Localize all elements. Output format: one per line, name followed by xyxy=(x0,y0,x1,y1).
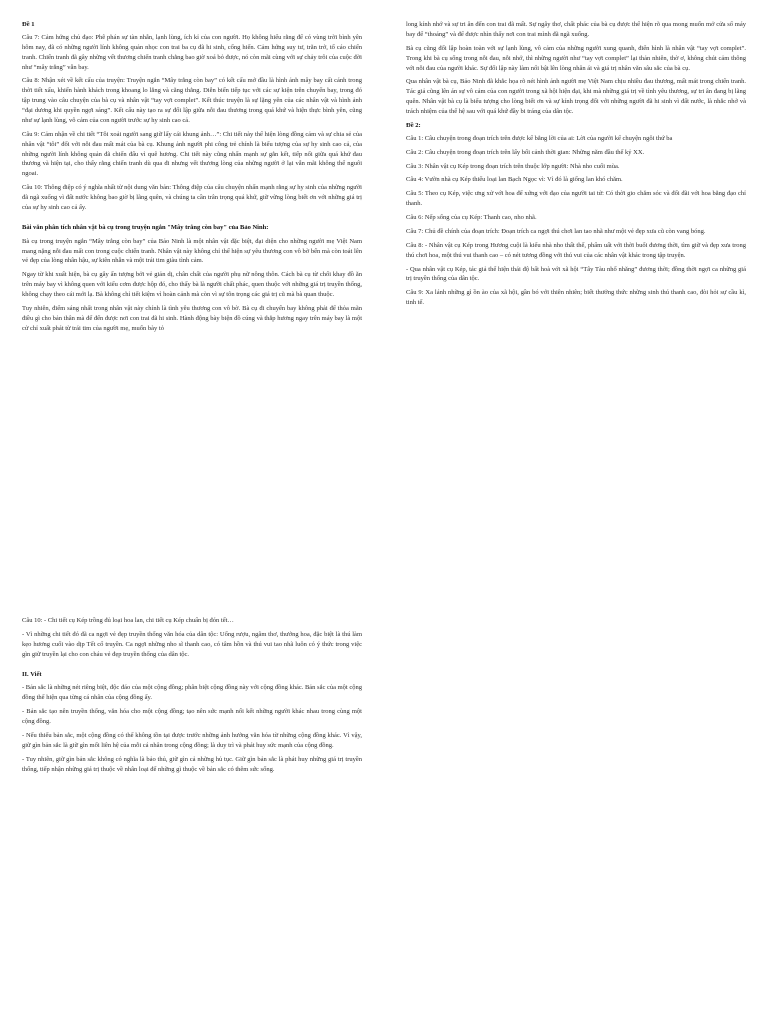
answer-paragraph: - Qua nhân vật cụ Kép, tác giả thể hiện thái độ bất hoà với xã hội “Tây Tàu nhố nhăng” đương thời; đồng thời ngợi ca những giá trị truyền thống của dân tộc. xyxy=(406,265,746,283)
answer-paragraph: Câu 5: Theo cụ Kép, việc ưng xử với hoa để xứng với đạo của người tai tử: Có thời gio chăm sóc và đối đãi với hoa bằng đạo chỉ thanh. xyxy=(406,190,746,208)
right-column xyxy=(406,20,746,312)
answer-paragraph: Câu 1: Câu chuyện trong đoạn trích trên được kể bằng lời của ai: Lời của người kể chuyện ngôi thứ ba xyxy=(406,134,673,142)
essay-paragraph: Bà cụ trong truyện ngắn “Mây trắng còn bay” của Bảo Ninh là một nhân vật đặc biệt, đại diện cho những người mẹ Việt Nam mang nặng nỗi đau mất con trong cuộc chiến tranh. Nhân vật này không chỉ thể hiện sự yêu thương con vô bờ bến mà còn toát lên vẻ đẹp của lòng nhân hậu, sự kiên nhẫn và một trái tim giàu tình cảm. xyxy=(22,237,362,265)
essay-paragraph: Ngay từ khi xuất hiện, bà cụ gây ấn tượng bởi vẻ giản dị, chân chất của người phụ nữ nông thôn. Cách bà cụ từ chối khay đồ ăn trên máy bay vì không quen với kiểu cơm được hộp đó, cho thấy bà là người chất phác, quen thuộc với những giá trị truyền thống, không chạy theo cái mới lạ. Bà không chỉ tiết kiệm vì hoàn cảnh mà còn vì sự tôn trọng các giá trị cũ mà bà quan thuộc. xyxy=(22,271,362,298)
answer-paragraph: Câu 7: Chủ đề chính của đoạn trích: Đoạn trích ca ngợi thú chơi lan tao nhã như một vẻ đẹp xưa cũ còn vang bóng. xyxy=(406,227,706,235)
exam-heading-2: Đề 2: xyxy=(406,121,421,129)
answer-paragraph: Câu 4: Vườn nhà cụ Kép thiếu loại lan Bạch Ngọc vì: Vì đó là giống lan khó chăm. xyxy=(406,176,623,184)
section-paragraph: - Nếu thiếu bản sắc, một cộng đồng có thể không tồn tại được trước những ảnh hưởng văn hóa từ những cộng đồng khác. Vì vậy, giữ gìn bản sắc là giữ gìn mối liên hệ của mỗi cá nhân trong cộng đồng; là duy trì và phát huy sức mạnh của cộng đồng. xyxy=(22,731,362,749)
answer-paragraph: Câu 8: - Nhân vật cụ Kép trong Hương cuội là kiểu nhà nho thất thế, phẩm uất với thời buổi đương thời, tìm giữ và đẹp xưa trong thú chơi hoa, một thú vui thanh cao – có nét tương đồng với thú vui của các nhân vật khác trong tập truyện. xyxy=(406,241,746,259)
answer-paragraph: - Vì những chi tiết đó đã ca ngợi vẻ đẹp truyền thống văn hóa của dân tộc: Uống rượu, ngâm thơ, thưởng hoa, đặc biệt là thú làm kẹo hương cuối vào dịp Tết cổ truyền. Ca ngợi những nho sĩ thanh cao, có tâm hồn và thú vui tao nhã luôn có ý thức trong việc gìn giữ truyền lại cho con cháu vẻ đẹp truyền thống của dân tộc. xyxy=(22,630,362,658)
section-paragraph: - Tuy nhiên, giữ gìn bản sắc không có nghĩa là bảo thủ, giữ gìn cả những hủ tục. Giữ gìn bản sắc là phát huy những giá trị truyền thống, tiếp nhận những giá trị thuộc về nhân loại để những gì thuộc về bản sắc có thêm sức sống. xyxy=(22,755,362,773)
essay-paragraph: long kính nhớ và sự tri ân đến con trai đã mất. Sự ngây thơ, chất phác của bà cụ được thể hiện rõ qua mong muốn mở cửa sổ máy bay để “thoáng” và để được nhìn thấy nơi con trai mình đã ngã xuống. xyxy=(406,21,746,38)
answer-paragraph: Câu 7: Cảm hứng chủ đạo: Phê phán sự tàn nhẫn, lạnh lùng, ích kỉ của con người. Họ không hiểu rằng để có vùng trời bình yên hôm nay, đã có những người lính không quản nhọc con trai ba cụ đã hi sinh, cống hiến. Cảm hứng suy tư, trăn trở, tố cáo chiến tranh. Chiến tranh đã gây những vết thương chiến tranh chẳng bao giờ xoá bỏ được, nó còn mãi cùng với sự chảy trôi của cuộc đời như “mây trắng” vẫn bay. xyxy=(22,33,362,71)
answer-paragraph: Câu 6: Nếp sống của cụ Kép: Thanh cao, nho nhã. xyxy=(406,214,537,221)
essay-paragraph: Qua nhân vật bà cụ, Bảo Ninh đã khắc họa rõ nét hình ảnh người mẹ Việt Nam chịu nhiều đau thương, mất mát trong chiến tranh. Tác giả cũng lên án sự vô cảm của con người trong xã hội hiện đại, khi mà những giá trị về tình yêu thương, sự tri ân đang bị lãng quên. Nhân vật bà cụ là biểu tượng cho lòng biết ơn và sự kính trọng đối với những người đã hi sinh vì đất nước, là nhắc nhở và trách nhiệm của thế hệ sau với quá khứ đầy bi tráng của dân tộc. xyxy=(406,78,746,115)
section-title: II. Viết xyxy=(22,670,42,678)
section-paragraph: - Bản sắc là những nét riêng biệt, độc đáo của một cộng đồng; phân biệt cộng đồng này với cộng đồng khác. Bản sắc của một cộng đồng thể hiện qua từng cá nhân của cộng đồng ấy. xyxy=(22,684,362,702)
answer-paragraph: Câu 2: Câu chuyện trong đoạn trích trên lấy bối cảnh thời gian: Những năm đầu thế kỷ XX. xyxy=(406,148,645,156)
section-paragraph: - Bản sắc tạo nên truyền thống, văn hóa cho một cộng đồng; tạo nên sức mạnh nối kết những người khác nhau trong cùng một cộng đồng. xyxy=(22,708,362,725)
left-column-bottom xyxy=(22,616,362,778)
answer-paragraph: Câu 10: - Chi tiết cụ Kép trồng đủ loại hoa lan, chi tiết cụ Kép chuẩn bị đón tết… xyxy=(22,617,234,624)
essay-paragraph: Tuy nhiên, điểm sáng nhất trong nhân vật này chính là tình yêu thương con vô bờ. Bà cụ đi chuyến bay không phải để thỏa mãn điều gì cho bản thân mà để đến được nơi con trai đã hi sinh. Hành động bày biện đồ cúng và thắp hương ngay trên máy bay là một cử chỉ xuất phát từ trái tim của người mẹ, muốn bày tỏ xyxy=(22,304,362,332)
answer-paragraph: Câu 10: Thông điệp có ý nghĩa nhất từ nội dung văn bản: Thông điệp của câu chuyện nhấn mạnh rằng sự hy sinh của những người đã ngã xuống vì đất nước không bao giờ bị lãng quên, và chúng ta cần trân trọng quá khứ, giữ vững lòng biết ơn với những giá trị của sự hy sinh cao cả ấy. xyxy=(22,184,362,211)
answer-paragraph: Câu 9: Xa lánh những gì ồn ào của xã hội, gần bó với thiên nhiên; biết thưởng thức những sinh thú thanh cao, đòi hỏi sự cầu kì, tinh tế. xyxy=(406,289,746,307)
essay-title: Bài văn phân tích nhân vật bà cụ trong truyện ngắn "Mây trắng còn bay" của Bảo Ninh: xyxy=(22,223,269,231)
answer-paragraph: Câu 3: Nhân vật cụ Kép trong đoạn trích trên thuộc lớp người: Nhà nho cuối mùa. xyxy=(406,162,620,170)
answer-paragraph: Câu 8: Nhận xét về kết cấu của truyện: Truyện ngắn “Mây trắng còn bay” có kết cấu mở đầu là hình ảnh mây bay cất cánh trong thời tiết xấu, khiến hành khách trong khoang lo lắng và căng thẳng. Diễn biến tiếp tục với các sự kiện trên chuyến bay, trong đó tập trung vào câu chuyện của bà cụ và nhân vật “tay vợt complet”. Kết thúc truyện là sự lặng yên của các nhân vật và hình ảnh “đại dương khi quyền ngợi sáng”. Kết cấu này tạo ra sự đối lập giữa nỗi đau thương trong quá khứ và hiện thực bình yên, cũng như sự lạnh lùng, vô cảm của con người trước sự hy sinh cao cả. xyxy=(22,77,362,124)
left-column-top xyxy=(22,20,362,338)
answer-paragraph: Câu 9: Cảm nhận về chi tiết “Tôi xoải người sang giữ lấy cái khung ảnh…”: Chi tiết này thể hiện lòng đồng cảm và sự chia sẻ của nhân vật “tôi” đối với nỗi đau mất mát của bà cụ. Khung ảnh người phi công trẻ chính là biểu tượng của sự hy sinh cao cả, của những người lính không quản đã chiến đấu vì quê hương. Chi tiết này cũng nhấn mạnh sự gắn kết, tiếp nối giữa quá khứ đau thương và hiện tại, cho thấy rằng chiến tranh dù qua đi nhưng vết thương lòng của những người ở lại vẫn mãi không thể nguôi ngoai. xyxy=(22,130,362,178)
exam-heading-1: Đề 1 xyxy=(22,21,35,28)
essay-paragraph: Bà cụ cũng đối lập hoàn toàn với sự lạnh lùng, vô cảm của những người xung quanh, điển hình là nhân vật “tay vợt complet”. Trong khi bà cụ sống trong nỗi đau, nỗi nhớ, thì những người như “tay vợt complet” lại thản nhiên, thờ ơ, không chút cảm thông với nỗi đau của người khác. Sự đối lập này làm nổi bật lên lòng nhân ái và giá trị nhân văn sâu sắc của bà cụ. xyxy=(406,44,746,72)
